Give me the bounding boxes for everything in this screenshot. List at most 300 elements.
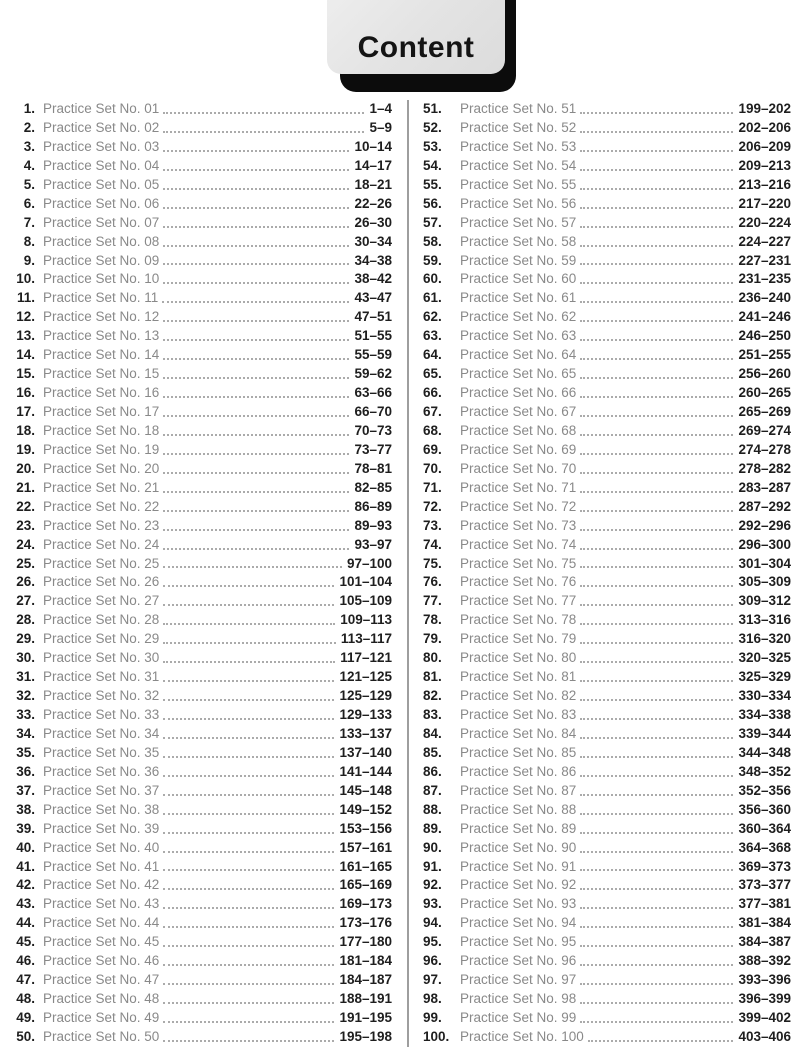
toc-row [12,782,392,801]
toc-row-number: 88. [423,801,442,817]
toc-row-number: 60. [423,271,442,287]
toc-row-number: 31. [16,669,35,685]
toc-row [423,384,791,403]
toc-row-label: Practice Set No. 89 [460,820,577,836]
toc-row-number: 61. [423,290,442,306]
toc-row-label: Practice Set No. 44 [43,915,160,931]
toc-row [423,630,791,649]
dot-leader [163,112,364,114]
toc-row-label: Practice Set No. 10 [43,271,160,287]
toc-row-label: Practice Set No. 60 [460,271,577,287]
toc-row-label: Practice Set No. 96 [460,953,577,969]
toc-row-label: Practice Set No. 35 [43,744,160,760]
toc-row-pages: 109–113 [340,612,392,628]
toc-row-label: Practice Set No. 87 [460,782,577,798]
dot-leader [580,661,733,663]
dot-leader [580,510,733,512]
toc-row-label: Practice Set No. 03 [43,138,160,154]
toc-row-label: Practice Set No. 59 [460,252,577,268]
toc-row-number: 34. [16,725,35,741]
dot-leader [163,699,334,701]
toc-row [12,649,392,668]
dot-leader [163,472,349,474]
toc-row-pages: 22–26 [354,195,392,211]
dot-leader [580,112,733,114]
toc-row-number: 26. [16,574,35,590]
toc-row-label: Practice Set No. 16 [43,385,160,401]
toc-row [12,744,392,763]
toc-row-label: Practice Set No. 63 [460,328,577,344]
toc-row [12,403,392,422]
toc-row-label: Practice Set No. 85 [460,744,577,760]
toc-row-number: 5. [23,176,35,192]
dot-leader [580,964,733,966]
toc-row [12,536,392,555]
dot-leader [163,566,342,568]
toc-row-number: 79. [423,631,442,647]
toc-row-label: Practice Set No. 17 [43,404,160,419]
toc-row-number: 86. [423,763,442,779]
toc-row [12,384,392,403]
dot-leader [580,699,733,701]
toc-row-number: 47. [16,972,35,988]
dot-leader [163,851,334,853]
dot-leader [580,585,733,587]
toc-row [423,233,791,252]
toc-row-number: 39. [16,820,35,836]
toc-row-label: Practice Set No. 83 [460,707,577,722]
toc-row-pages: 5–9 [369,119,392,135]
toc-row [423,536,791,555]
toc-row-pages: 227–231 [738,252,791,268]
toc-row-label: Practice Set No. 95 [460,934,577,950]
toc-row-pages: 177–180 [339,934,392,950]
toc-row-label: Practice Set No. 28 [43,612,160,628]
dot-leader [163,756,334,758]
toc-row-label: Practice Set No. 53 [460,138,577,154]
toc-row [423,858,791,877]
toc-row [12,498,392,517]
toc-row-number: 40. [16,839,35,855]
toc-row [423,365,791,384]
toc-row-label: Practice Set No. 32 [43,688,160,704]
dot-leader [580,245,733,247]
toc-row [423,517,791,536]
toc-row-label: Practice Set No. 36 [43,763,160,779]
toc-row-label: Practice Set No. 02 [43,119,160,135]
toc-row [423,725,791,744]
toc-row [12,971,392,990]
toc-row-number: 42. [16,877,35,893]
dot-leader [580,869,733,871]
toc-row-label: Practice Set No. 57 [460,214,577,230]
toc-row [423,555,791,574]
toc-row-label: Practice Set No. 90 [460,839,577,855]
toc-row-pages: 236–240 [738,290,791,306]
toc-row [423,195,791,214]
toc-row [423,763,791,782]
toc-row-pages: 66–70 [354,404,392,419]
toc-row [12,195,392,214]
toc-row [12,1009,392,1028]
dot-leader [580,604,733,606]
toc-row-label: Practice Set No. 65 [460,366,577,382]
toc-row-pages: 296–300 [738,536,791,552]
toc-row-label: Practice Set No. 76 [460,574,577,590]
dot-leader [163,131,364,133]
toc-row-label: Practice Set No. 74 [460,536,577,552]
toc-row-label: Practice Set No. 75 [460,555,577,571]
toc-row-pages: 352–356 [738,782,791,798]
toc-row-pages: 213–216 [738,176,791,192]
toc-row-number: 4. [23,157,35,173]
dot-leader [580,434,733,436]
toc-row-pages: 73–77 [354,441,392,457]
dot-leader [163,320,349,322]
toc-row-pages: 117–121 [340,650,392,666]
dot-leader [162,301,349,303]
toc-row-number: 45. [16,934,35,950]
toc-row-pages: 246–250 [738,328,791,344]
toc-row-label: Practice Set No. 100 [460,1028,584,1044]
toc-row-pages: 157–161 [339,839,392,855]
toc-row-pages: 89–93 [354,517,392,533]
toc-row-number: 83. [423,707,442,722]
dot-leader [163,907,334,909]
toc-row-label: Practice Set No. 12 [43,309,160,325]
toc-row [423,839,791,858]
dot-leader [163,926,334,928]
toc-row [12,346,392,365]
toc-row-pages: 403–406 [738,1028,791,1044]
dot-leader [163,453,349,455]
toc-row-pages: 399–402 [738,1010,791,1025]
toc-row-pages: 145–148 [339,782,392,798]
dot-leader [163,415,349,417]
dot-leader [163,188,349,190]
toc-row-number: 7. [23,214,35,230]
toc-row-number: 22. [16,498,35,514]
toc-row-number: 53. [423,138,442,154]
toc-row-number: 95. [423,934,442,950]
dot-leader [163,964,334,966]
toc-row-pages: 18–21 [354,176,392,192]
toc-row [12,460,392,479]
toc-row-number: 49. [16,1010,35,1025]
dot-leader [580,339,733,341]
toc-row-label: Practice Set No. 08 [43,233,160,249]
toc-row-pages: 51–55 [354,328,392,344]
toc-row [12,592,392,611]
toc-row-number: 9. [23,252,35,268]
toc-row-label: Practice Set No. 58 [460,233,577,249]
toc-row-number: 77. [423,593,442,609]
toc-row-number: 58. [423,233,442,249]
toc-row-label: Practice Set No. 73 [460,517,577,533]
toc-row-pages: 231–235 [738,271,791,287]
dot-leader [580,737,733,739]
table-of-contents [0,100,800,1047]
toc-row-label: Practice Set No. 33 [43,707,160,722]
dot-leader [580,169,733,171]
toc-row-number: 29. [16,631,35,647]
toc-row [423,820,791,839]
toc-row-number: 19. [16,441,35,457]
dot-leader [580,851,733,853]
toc-row-label: Practice Set No. 88 [460,801,577,817]
toc-row-number: 6. [23,195,35,211]
toc-row-label: Practice Set No. 79 [460,631,577,647]
toc-row-label: Practice Set No. 04 [43,157,160,173]
dot-leader [580,794,733,796]
toc-row-label: Practice Set No. 09 [43,252,160,268]
toc-row-number: 76. [423,574,442,590]
toc-row [423,895,791,914]
toc-row-pages: 125–129 [339,688,392,704]
toc-row-number: 73. [423,517,442,533]
toc-row-pages: 206–209 [738,138,791,154]
toc-row-number: 92. [423,877,442,893]
toc-row [423,100,791,119]
toc-row-pages: 220–224 [738,214,791,230]
toc-row-pages: 309–312 [738,593,791,609]
toc-column-left [0,100,407,1047]
toc-row-pages: 129–133 [339,707,392,722]
toc-row-pages: 305–309 [738,574,791,590]
toc-row [12,308,392,327]
toc-row-pages: 320–325 [738,650,791,666]
dot-leader [163,775,334,777]
toc-row [12,839,392,858]
dot-leader [580,832,733,834]
toc-row-pages: 165–169 [339,877,392,893]
toc-row-label: Practice Set No. 61 [460,290,577,306]
toc-row-label: Practice Set No. 72 [460,498,577,514]
toc-row-label: Practice Set No. 11 [43,290,159,306]
toc-row-pages: 393–396 [738,972,791,988]
toc-row-pages: 251–255 [738,347,791,363]
toc-row [12,214,392,233]
dot-leader [580,566,733,568]
toc-row-number: 57. [423,214,442,230]
toc-row [12,517,392,536]
toc-row-label: Practice Set No. 20 [43,460,160,476]
toc-row-number: 74. [423,536,442,552]
toc-row-label: Practice Set No. 39 [43,820,160,836]
toc-row-pages: 63–66 [354,385,392,401]
toc-row-number: 28. [16,612,35,628]
toc-row-number: 89. [423,820,442,836]
dot-leader [580,131,733,133]
toc-row-label: Practice Set No. 07 [43,214,160,230]
toc-row-number: 59. [423,252,442,268]
toc-row-number: 33. [16,707,35,722]
toc-row-pages: 105–109 [339,593,392,609]
dot-leader [163,604,334,606]
toc-row-pages: 283–287 [738,479,791,495]
dot-leader [163,888,334,890]
toc-row-pages: 133–137 [339,725,392,741]
toc-row-label: Practice Set No. 49 [43,1010,160,1025]
toc-row-label: Practice Set No. 91 [460,858,577,874]
dot-leader [588,1040,734,1042]
dot-leader [163,548,349,550]
toc-row-pages: 260–265 [738,385,791,401]
toc-row-label: Practice Set No. 94 [460,915,577,931]
dot-leader [580,888,733,890]
toc-row-pages: 153–156 [339,820,392,836]
toc-row-pages: 55–59 [354,347,392,363]
toc-row-number: 82. [423,688,442,704]
toc-row-number: 100. [423,1028,450,1044]
toc-row-pages: 287–292 [738,498,791,514]
toc-row-label: Practice Set No. 37 [43,782,160,798]
toc-row [12,270,392,289]
toc-row-label: Practice Set No. 01 [43,101,160,116]
toc-row-pages: 344–348 [738,744,791,760]
toc-row-label: Practice Set No. 50 [43,1028,160,1044]
toc-row-pages: 313–316 [738,612,791,628]
dot-leader [163,680,334,682]
toc-row-number: 3. [23,138,35,154]
toc-row-number: 64. [423,347,442,363]
content-tab [327,0,505,74]
toc-row-pages: 202–206 [738,119,791,135]
toc-row-label: Practice Set No. 80 [460,650,577,666]
dot-leader [163,529,349,531]
toc-row-label: Practice Set No. 18 [43,422,160,438]
dot-leader [163,832,334,834]
toc-row-pages: 82–85 [354,479,392,495]
toc-row [423,460,791,479]
toc-row-label: Practice Set No. 67 [460,404,577,419]
toc-row-number: 37. [16,782,35,798]
toc-row [423,176,791,195]
toc-row-label: Practice Set No. 69 [460,441,577,457]
toc-row-label: Practice Set No. 48 [43,991,160,1007]
toc-row-number: 20. [16,460,35,476]
dot-leader [163,737,334,739]
toc-row-number: 11. [16,290,35,306]
toc-row-number: 84. [423,725,442,741]
toc-row [12,630,392,649]
toc-row-number: 71. [423,479,442,495]
toc-row-label: Practice Set No. 68 [460,422,577,438]
toc-row-number: 69. [423,441,442,457]
toc-row-label: Practice Set No. 41 [43,858,160,874]
toc-row-number: 46. [16,953,35,969]
toc-row [12,327,392,346]
toc-row [423,706,791,725]
toc-row-number: 41. [16,858,35,874]
toc-row-label: Practice Set No. 30 [43,650,160,666]
toc-row-label: Practice Set No. 62 [460,309,577,325]
toc-row-label: Practice Set No. 46 [43,953,160,969]
toc-row-number: 81. [423,669,442,685]
dot-leader [163,813,334,815]
toc-row-label: Practice Set No. 92 [460,877,577,893]
toc-row-pages: 38–42 [354,271,392,287]
dot-leader [580,775,733,777]
toc-row-label: Practice Set No. 27 [43,593,160,609]
toc-row-number: 24. [16,536,35,552]
toc-row-label: Practice Set No. 43 [43,896,160,912]
dot-leader [163,491,349,493]
toc-row [12,611,392,630]
toc-row-number: 15. [16,366,35,382]
toc-row-number: 18. [16,422,35,438]
dot-leader [580,491,733,493]
toc-row [12,119,392,138]
toc-row [12,289,392,308]
toc-row [423,119,791,138]
toc-row [12,573,392,592]
dot-leader [163,1040,334,1042]
toc-row-pages: 274–278 [738,441,791,457]
toc-row-label: Practice Set No. 15 [43,366,160,382]
toc-row-number: 23. [16,517,35,533]
toc-row [423,914,791,933]
toc-row-number: 2. [23,119,35,135]
toc-row-pages: 26–30 [354,214,392,230]
toc-row-number: 32. [16,688,35,704]
toc-row [12,555,392,574]
toc-row-number: 80. [423,650,442,666]
toc-row-number: 98. [423,991,442,1007]
dot-leader [163,245,349,247]
toc-row-number: 48. [16,991,35,1007]
toc-row-pages: 224–227 [738,233,791,249]
toc-row-pages: 10–14 [354,138,392,154]
toc-row-pages: 59–62 [354,366,392,382]
dot-leader [580,358,733,360]
toc-row-label: Practice Set No. 42 [43,877,160,893]
toc-row [12,176,392,195]
toc-row-number: 44. [16,915,35,931]
toc-row-pages: 356–360 [738,801,791,817]
toc-row [423,668,791,687]
toc-row-number: 62. [423,309,442,325]
dot-leader [580,945,733,947]
toc-row [423,479,791,498]
toc-row [423,649,791,668]
toc-row [423,592,791,611]
dot-leader [163,150,349,152]
toc-row-pages: 217–220 [738,195,791,211]
toc-row-label: Practice Set No. 55 [460,176,577,192]
dot-leader [580,472,733,474]
dot-leader [580,529,733,531]
toc-row-label: Practice Set No. 78 [460,612,577,628]
toc-row-pages: 93–97 [354,536,392,552]
toc-row-pages: 241–246 [738,309,791,325]
toc-row-pages: 173–176 [339,915,392,931]
dot-leader [163,226,349,228]
toc-row-label: Practice Set No. 21 [43,479,160,495]
toc-row-number: 87. [423,782,442,798]
toc-row-label: Practice Set No. 97 [460,972,577,988]
toc-row [12,365,392,384]
toc-row-pages: 381–384 [738,915,791,931]
toc-row-label: Practice Set No. 70 [460,460,577,476]
toc-row-pages: 30–34 [354,233,392,249]
toc-row-pages: 292–296 [738,517,791,533]
toc-row [423,933,791,952]
toc-row-number: 52. [423,119,442,135]
toc-row-number: 21. [16,479,35,495]
dot-leader [580,396,733,398]
toc-row-label: Practice Set No. 98 [460,991,577,1007]
